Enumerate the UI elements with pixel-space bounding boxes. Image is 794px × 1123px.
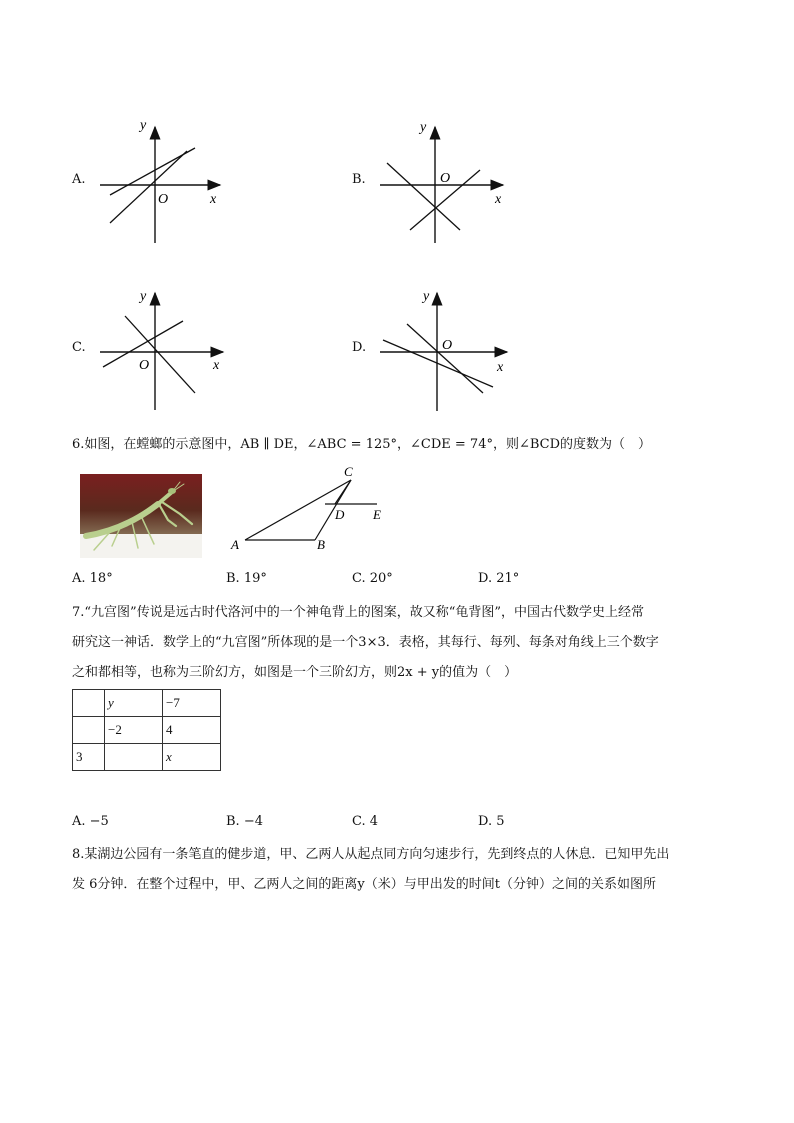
- q7-line-1: 7.“九宫图”传说是远古时代洛河中的一个神龟背上的图案，故又称“龟背图”，中国古代数学史上经常: [72, 605, 644, 620]
- q6-option-b[interactable]: B. 19°: [226, 571, 267, 586]
- table-cell: [73, 690, 105, 717]
- graph-c: [95, 283, 235, 418]
- origin-label: O: [442, 338, 453, 353]
- option-b-letter: B.: [352, 172, 366, 187]
- segment-cd: [335, 480, 351, 504]
- q7-option-c[interactable]: C. 4: [352, 814, 379, 829]
- option-d-letter: D.: [352, 340, 367, 355]
- label-b: B: [317, 537, 325, 552]
- line-1: [407, 324, 483, 393]
- y-label: y: [423, 289, 430, 304]
- line-1: [125, 316, 195, 393]
- q8-line-1: 8.某湖边公园有一条笔直的健步道，甲、乙两人从起点同方向匀速步行，先到终点的人休息．已知甲先出: [72, 847, 670, 862]
- line-2: [110, 151, 187, 223]
- table-cell: [73, 717, 105, 744]
- q6-option-a[interactable]: A. 18°: [72, 571, 113, 586]
- q8-line-2: 发 6分钟．在整个过程中，甲、乙两人之间的距离y（米）与甲出发的时间t（分钟）之间的关系如图所: [72, 877, 656, 892]
- q7-option-b[interactable]: B. −4: [226, 814, 263, 829]
- origin-label: O: [158, 192, 169, 207]
- q7-line-2: 研究这一神话．数学上的“九宫图”所体现的是一个3×3．表格，其每行、每列、每条对角线上三个数字: [72, 635, 659, 650]
- x-label: x: [495, 192, 502, 207]
- x-label: x: [210, 192, 217, 207]
- q6-option-c[interactable]: C. 20°: [352, 571, 393, 586]
- label-c: C: [344, 464, 353, 479]
- mantis-photo: [80, 474, 202, 558]
- q6-text: 6.如图，在螳螂的示意图中，AB ∥ DE，∠ABC = 125°，∠CDE = 74°，则∠BCD的度数为（ ）: [72, 437, 652, 452]
- label-e: E: [373, 507, 381, 522]
- table-row: [73, 717, 221, 744]
- y-label: y: [420, 120, 427, 135]
- table-cell: −2: [105, 717, 163, 744]
- q6-option-d[interactable]: D. 21°: [478, 571, 520, 586]
- q7-option-d[interactable]: D. 5: [478, 814, 505, 829]
- table-cell: y: [105, 690, 163, 717]
- x-label: x: [213, 358, 220, 373]
- option-c-letter: C.: [72, 340, 86, 355]
- table-row: [73, 690, 221, 717]
- x-label: x: [497, 360, 504, 375]
- label-d: D: [335, 507, 345, 522]
- graph-a: [95, 115, 235, 250]
- table-row: [73, 744, 221, 771]
- graph-b: [375, 115, 515, 250]
- label-a: A: [231, 537, 239, 552]
- table-cell: 3: [73, 744, 105, 771]
- q7-option-a[interactable]: A. −5: [72, 814, 109, 829]
- table-cell: [105, 744, 163, 771]
- y-label: y: [140, 118, 147, 133]
- table-cell: 4: [163, 717, 221, 744]
- table-cell: x: [163, 744, 221, 771]
- magic-square-table: [72, 689, 221, 771]
- y-label: y: [140, 289, 147, 304]
- origin-label: O: [440, 171, 451, 186]
- line-2: [383, 340, 493, 387]
- table-cell: −7: [163, 690, 221, 717]
- geometry-figure: [225, 462, 395, 554]
- graph-d: [375, 283, 515, 418]
- origin-label: O: [139, 358, 150, 373]
- option-a-letter: A.: [72, 172, 86, 187]
- q7-line-3: 之和都相等，也称为三阶幻方，如图是一个三阶幻方，则2x + y的值为（ ）: [72, 665, 518, 680]
